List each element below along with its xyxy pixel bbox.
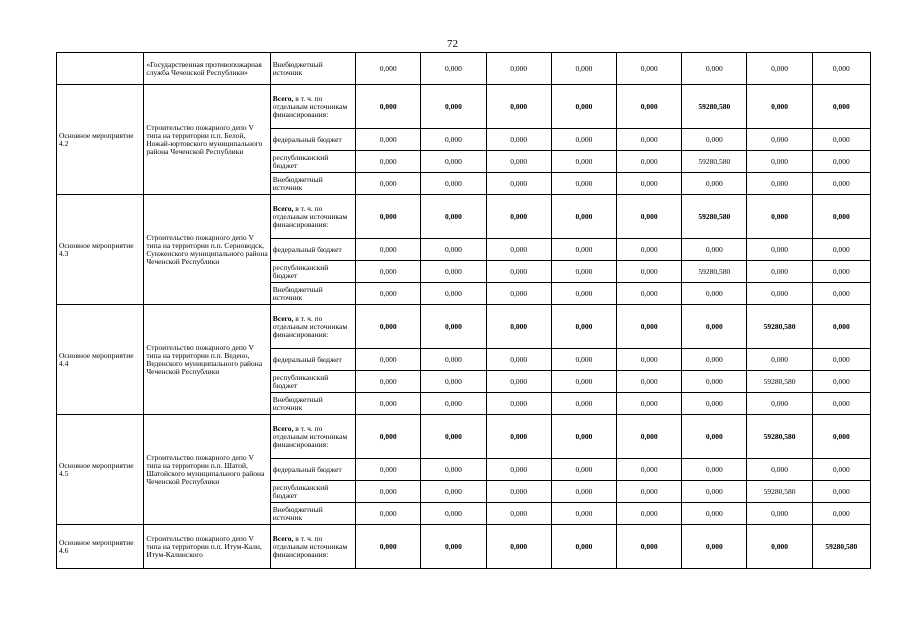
source-label: федеральный бюджет	[272, 134, 342, 144]
source-label: Внебюджетный источник	[272, 394, 323, 412]
project-cell: Строительство пожарного депо V типа на территории п.п. Ведено, Веденского муниципального района Чеченской Республики	[144, 305, 270, 415]
value-cell: 0,000	[617, 85, 682, 129]
project-cell: Строительство пожарного депо V типа на территории п.п. Белой, Ножай-юртовского муниципального района Чеченской Республики	[144, 85, 270, 195]
value-cell: 0,000	[356, 151, 421, 173]
event-cell: Основное мероприятие 4.4	[57, 305, 144, 415]
value-cell: 59280,580	[682, 195, 747, 239]
source-label: Внебюджетный источник	[272, 174, 323, 192]
source-label: федеральный бюджет	[272, 464, 342, 474]
value-cell: 0,000	[682, 173, 747, 195]
value-cell: 0,000	[747, 393, 812, 415]
value-cell: 59280,580	[682, 151, 747, 173]
value-cell: 0,000	[551, 393, 616, 415]
value-cell: 0,000	[812, 173, 870, 195]
value-cell: 0,000	[812, 393, 870, 415]
source-bold-label: Всего,	[272, 313, 294, 323]
value-cell: 0,000	[421, 525, 486, 569]
value-cell: 0,000	[486, 283, 551, 305]
value-cell: 0,000	[617, 261, 682, 283]
value-cell: 0,000	[812, 195, 870, 239]
source-cell	[270, 85, 355, 129]
value-cell: 0,000	[551, 151, 616, 173]
value-cell: 0,000	[747, 459, 812, 481]
value-cell: 0,000	[356, 85, 421, 129]
source-label: республиканский бюджет	[272, 262, 329, 280]
table-row	[57, 305, 871, 349]
source-cell	[270, 283, 355, 305]
value-cell: 0,000	[356, 393, 421, 415]
value-cell: 0,000	[551, 195, 616, 239]
source-label: в т. ч. по отдельным источникам финансирования:	[272, 423, 348, 449]
value-cell: 0,000	[617, 239, 682, 261]
source-cell	[270, 459, 355, 481]
page-number: 72	[447, 38, 458, 50]
value-cell: 0,000	[617, 393, 682, 415]
value-cell: 0,000	[812, 349, 870, 371]
value-cell: 0,000	[747, 129, 812, 151]
value-cell: 0,000	[747, 85, 812, 129]
value-cell: 59280,580	[747, 415, 812, 459]
project-cell: Строительство пожарного депо V типа на территории п.п. Шатой, Шатойского муниципального района Чеченской Республики	[144, 415, 270, 525]
value-cell: 0,000	[486, 503, 551, 525]
value-cell: 0,000	[486, 393, 551, 415]
value-cell: 0,000	[356, 305, 421, 349]
value-cell: 0,000	[551, 283, 616, 305]
value-cell: 0,000	[421, 173, 486, 195]
source-label: в т. ч. по отдельным источникам финансирования:	[272, 203, 348, 229]
event-cell: Основное мероприятие 4.3	[57, 195, 144, 305]
value-cell: 0,000	[747, 53, 812, 85]
value-cell: 0,000	[747, 503, 812, 525]
value-cell: 0,000	[421, 195, 486, 239]
table-row	[57, 525, 871, 569]
value-cell: 0,000	[812, 503, 870, 525]
value-cell: 0,000	[812, 283, 870, 305]
value-cell: 0,000	[682, 305, 747, 349]
value-cell: 0,000	[486, 261, 551, 283]
value-cell: 0,000	[356, 349, 421, 371]
value-cell: 0,000	[421, 85, 486, 129]
value-cell: 0,000	[747, 239, 812, 261]
value-cell: 0,000	[486, 151, 551, 173]
value-cell: 0,000	[812, 129, 870, 151]
value-cell: 0,000	[617, 525, 682, 569]
value-cell: 59280,580	[682, 85, 747, 129]
value-cell: 0,000	[747, 151, 812, 173]
value-cell: 0,000	[421, 415, 486, 459]
value-cell: 0,000	[421, 349, 486, 371]
source-label: федеральный бюджет	[272, 244, 342, 254]
value-cell: 0,000	[356, 459, 421, 481]
source-bold-label: Всего,	[272, 423, 294, 433]
source-label: федеральный бюджет	[272, 354, 342, 364]
value-cell: 0,000	[682, 503, 747, 525]
value-cell: 0,000	[486, 371, 551, 393]
value-cell: 0,000	[617, 503, 682, 525]
value-cell: 0,000	[551, 129, 616, 151]
source-cell	[270, 151, 355, 173]
value-cell: 0,000	[682, 393, 747, 415]
value-cell: 0,000	[747, 283, 812, 305]
value-cell: 0,000	[356, 415, 421, 459]
value-cell: 0,000	[747, 173, 812, 195]
value-cell: 0,000	[551, 261, 616, 283]
value-cell: 0,000	[812, 459, 870, 481]
source-cell	[270, 525, 355, 569]
value-cell: 0,000	[682, 129, 747, 151]
value-cell: 0,000	[682, 239, 747, 261]
source-cell	[270, 129, 355, 151]
value-cell: 0,000	[617, 371, 682, 393]
value-cell: 0,000	[551, 53, 616, 85]
value-cell: 0,000	[421, 305, 486, 349]
value-cell: 0,000	[617, 459, 682, 481]
value-cell: 59280,580	[747, 305, 812, 349]
table-row	[57, 53, 871, 85]
table-row	[57, 415, 871, 459]
value-cell: 59280,580	[682, 261, 747, 283]
value-cell: 0,000	[486, 415, 551, 459]
value-cell: 0,000	[551, 349, 616, 371]
value-cell: 0,000	[356, 239, 421, 261]
value-cell: 0,000	[747, 195, 812, 239]
value-cell: 0,000	[356, 129, 421, 151]
source-cell	[270, 305, 355, 349]
value-cell: 0,000	[617, 283, 682, 305]
value-cell: 0,000	[356, 283, 421, 305]
value-cell: 0,000	[617, 305, 682, 349]
source-cell	[270, 481, 355, 503]
value-cell: 0,000	[486, 173, 551, 195]
value-cell: 0,000	[356, 195, 421, 239]
value-cell: 0,000	[682, 283, 747, 305]
value-cell: 0,000	[551, 239, 616, 261]
value-cell: 0,000	[617, 53, 682, 85]
value-cell: 0,000	[551, 525, 616, 569]
value-cell: 0,000	[812, 415, 870, 459]
source-label: республиканский бюджет	[272, 152, 329, 170]
value-cell: 0,000	[421, 283, 486, 305]
event-cell: Основное мероприятие 4.2	[57, 85, 144, 195]
source-cell	[270, 371, 355, 393]
value-cell: 0,000	[356, 53, 421, 85]
value-cell: 0,000	[356, 525, 421, 569]
value-cell: 0,000	[486, 53, 551, 85]
value-cell: 0,000	[682, 525, 747, 569]
value-cell: 0,000	[486, 85, 551, 129]
value-cell: 0,000	[551, 459, 616, 481]
value-cell: 0,000	[551, 481, 616, 503]
event-cell: Основное мероприятие 4.5	[57, 415, 144, 525]
table-row	[57, 85, 871, 129]
value-cell: 0,000	[486, 459, 551, 481]
value-cell: 0,000	[421, 53, 486, 85]
value-cell: 0,000	[551, 503, 616, 525]
value-cell: 0,000	[682, 53, 747, 85]
value-cell: 0,000	[812, 151, 870, 173]
source-label: республиканский бюджет	[272, 372, 329, 390]
source-bold-label: Всего,	[272, 533, 294, 543]
value-cell: 0,000	[421, 129, 486, 151]
value-cell: 0,000	[682, 415, 747, 459]
source-cell	[270, 415, 355, 459]
value-cell: 0,000	[812, 481, 870, 503]
source-cell	[270, 261, 355, 283]
table-row	[57, 195, 871, 239]
value-cell: 0,000	[551, 305, 616, 349]
value-cell: 0,000	[812, 371, 870, 393]
value-cell: 0,000	[486, 481, 551, 503]
value-cell: 0,000	[421, 371, 486, 393]
source-label: республиканский бюджет	[272, 482, 329, 500]
value-cell: 59280,580	[747, 481, 812, 503]
source-cell	[270, 503, 355, 525]
value-cell: 0,000	[812, 261, 870, 283]
value-cell: 0,000	[747, 261, 812, 283]
financing-table	[56, 52, 871, 569]
source-label: в т. ч. по отдельным источникам финансирования:	[272, 533, 348, 559]
value-cell: 0,000	[421, 261, 486, 283]
value-cell: 0,000	[551, 85, 616, 129]
value-cell: 0,000	[551, 371, 616, 393]
value-cell: 0,000	[486, 195, 551, 239]
project-cell: «Государственная противопожарная служба Чеченской Республики»	[144, 53, 270, 85]
value-cell: 0,000	[356, 261, 421, 283]
source-label: в т. ч. по отдельным источникам финансирования:	[272, 93, 348, 119]
value-cell: 0,000	[356, 371, 421, 393]
source-bold-label: Всего,	[272, 203, 294, 213]
value-cell: 0,000	[617, 129, 682, 151]
value-cell: 0,000	[486, 525, 551, 569]
source-label: в т. ч. по отдельным источникам финансирования:	[272, 313, 348, 339]
event-cell: Основное мероприятие 4.6	[57, 525, 144, 569]
project-cell: Строительство пожарного депо V типа на территории п.п. Серноводск, Сунженского муниципального района Чеченской Республики	[144, 195, 270, 305]
value-cell: 0,000	[812, 305, 870, 349]
value-cell: 0,000	[486, 239, 551, 261]
value-cell: 0,000	[747, 349, 812, 371]
source-cell	[270, 349, 355, 371]
value-cell: 0,000	[617, 349, 682, 371]
value-cell: 0,000	[812, 239, 870, 261]
value-cell: 0,000	[356, 503, 421, 525]
source-cell	[270, 239, 355, 261]
value-cell: 59280,580	[812, 525, 870, 569]
source-label: Внебюджетный источник	[272, 284, 323, 302]
value-cell: 0,000	[682, 481, 747, 503]
value-cell: 0,000	[486, 349, 551, 371]
value-cell: 0,000	[356, 173, 421, 195]
project-cell: Строительство пожарного депо V типа на территории п.п. Итум-Кали, Итум-Калинского	[144, 525, 270, 569]
source-bold-label: Всего,	[272, 93, 294, 103]
value-cell: 0,000	[617, 195, 682, 239]
value-cell: 0,000	[551, 415, 616, 459]
value-cell: 0,000	[682, 459, 747, 481]
value-cell: 59280,580	[747, 371, 812, 393]
value-cell: 0,000	[421, 459, 486, 481]
source-label: Внебюджетный источник	[272, 504, 323, 522]
source-cell	[270, 195, 355, 239]
source-cell: Внебюджетный источник	[270, 53, 355, 85]
value-cell: 0,000	[617, 481, 682, 503]
value-cell: 0,000	[486, 305, 551, 349]
value-cell: 0,000	[486, 129, 551, 151]
value-cell: 0,000	[747, 525, 812, 569]
value-cell: 0,000	[812, 53, 870, 85]
source-cell	[270, 393, 355, 415]
value-cell: 0,000	[682, 371, 747, 393]
value-cell: 0,000	[421, 503, 486, 525]
value-cell: 0,000	[421, 151, 486, 173]
value-cell: 0,000	[617, 173, 682, 195]
value-cell: 0,000	[551, 173, 616, 195]
value-cell: 0,000	[356, 481, 421, 503]
value-cell: 0,000	[682, 349, 747, 371]
value-cell: 0,000	[617, 151, 682, 173]
value-cell: 0,000	[421, 239, 486, 261]
value-cell: 0,000	[421, 481, 486, 503]
event-cell	[57, 53, 144, 85]
source-cell	[270, 173, 355, 195]
value-cell: 0,000	[812, 85, 870, 129]
value-cell: 0,000	[421, 393, 486, 415]
value-cell: 0,000	[617, 415, 682, 459]
